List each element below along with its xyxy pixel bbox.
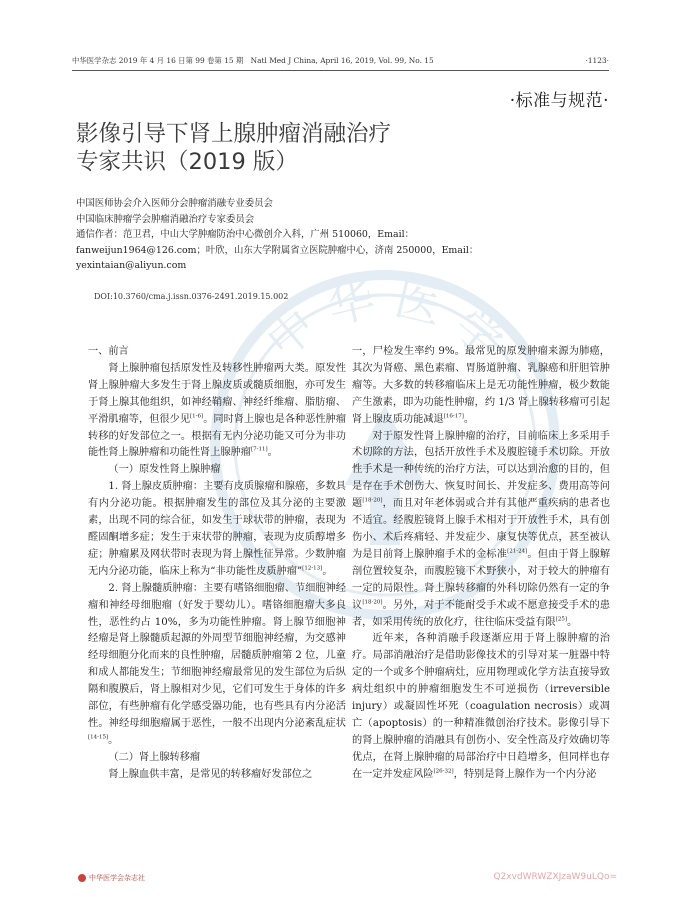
author-line: 中国临床肿瘤学会肿瘤消融治疗专家委员会 — [76, 213, 255, 225]
citation-ref: [18-20] — [362, 599, 383, 606]
paragraph-text: 。 — [267, 447, 278, 459]
paragraph — [88, 581, 346, 750]
paragraph-text: 一，尸检发生率约 9%。最常见的原发肿瘤来源为肺癌，其次为肾癌、黑色素瘤、胃肠道肿瘤、乳腺癌和肝胆管肿瘤等。大多数的转移瘤临床上是无功能性肿瘤，极少数能产生激素，即为功能性肿瘤，约 1/3 肾上腺转移瘤可引起肾上腺皮质功能减退 — [352, 346, 610, 425]
journal-citation: 中华医学杂志 2019 年 4 月 16 日第 99 卷第 15 期 Natl Med J China, April 16, 2019, Vol. 99, No. 15 — [72, 56, 434, 65]
author-line: 通信作者：范卫君，中山大学肿瘤防治中心微创介入科，广州 510060，Email： — [76, 229, 414, 241]
title-line-2: 专家共识（2019 版） — [76, 149, 298, 175]
paragraph-text: 肾上腺血供丰富，是常见的转移瘤好发部位之 — [108, 768, 313, 780]
doi: DOI:10.3760/cma.j.issn.0376-2491.2019.15.002 — [94, 292, 289, 301]
paragraph-text: 。 — [108, 734, 119, 746]
title-line-1: 影像引导下肾上腺肿瘤消融治疗 — [76, 121, 392, 147]
logo-mark-icon — [78, 874, 86, 882]
paragraph — [352, 344, 610, 429]
author-line: 中国医师协会介入医师分会肿瘤消融专业委员会 — [76, 198, 273, 209]
article-title — [76, 120, 496, 176]
section-heading — [88, 462, 346, 479]
author-line: fanweijun1964@126.com；叶欣，山东大学附属省立医院肿瘤中心，济南 250000，Email： — [76, 244, 479, 256]
paragraph-text: 一、前言 — [88, 346, 129, 357]
paragraph-text: 。 — [463, 413, 475, 425]
section-heading — [88, 750, 346, 767]
paragraph-text: 。但由于肾上腺解剖位置较复杂，而腹腔镜下术野狭小，对于较大的肿瘤有一定的局限性。肾上腺转移瘤的外科切除仍然有一定的争议 — [352, 548, 611, 611]
paragraph-text: 肾上腺肿瘤包括原发性及转移性肿瘤两大类。原发性肾上腺肿瘤大多发生于肾上腺皮质或髓质细胞，亦可发生于肾上腺其他组织，如神经鞘瘤、神经纤维瘤、脂肪瘤、平滑肌瘤等，但很少见 — [88, 362, 346, 425]
citation-ref: [12-13] — [302, 565, 323, 572]
paragraph — [352, 631, 610, 783]
paragraph-text: 。同时肾上腺也是各种恶性肿瘤转移的好发部位之一。根据有无内分泌功能又可分为非功能性肾上腺肿瘤和功能性肾上腺肿瘤 — [88, 413, 347, 459]
citation-ref: [21-24] — [507, 548, 528, 555]
citation-ref: [7-11] — [251, 447, 268, 454]
paragraph — [88, 344, 346, 361]
section-tag: ·标准与规范· — [509, 91, 609, 111]
watermark-text: 中 华 医 学 — [255, 271, 515, 369]
paragraph-text: 1. 肾上腺皮质肿瘤：主要有皮质腺瘤和腺癌，多数具有内分泌功能。根据肿瘤发生的部位及其分泌的主要激素，出现不同的综合征，如发生于球状带的肿瘤，表现为醛固酮增多症；发生于束状带的肿瘤，表现为皮质醇增多症；肿瘤累及网状带时表现为肾上腺性征异常。少数肿瘤无内分泌功能，临床上称为“非功能性皮质肿瘤” — [88, 481, 346, 577]
paragraph-text: 近年来，各种消融手段逐渐应用于肾上腺肿瘤的治疗。局部消融治疗是借助影像技术的引导对某一脏器中特定的一个或多个肿瘤病灶，应用物理或化学方法直接导致病灶组织中的肿瘤细胞发生不可逆损伤（irreversible injury）或凝固性坏死（coagulation necrosis）或凋亡（apoptosis）的一种精准微创治疗技术。影像引导下的肾上腺肿瘤的消融具有创伤小、安全性高及疗效确切等优点，在肾上腺肿瘤的局部治疗中日趋增多，但同样也存在一定并发症风险 — [352, 633, 610, 780]
citation-ref: [16-17] — [443, 413, 464, 420]
citation-ref: [26-32] — [433, 768, 454, 775]
paragraph-text: （二）肾上腺转移瘤 — [108, 751, 201, 763]
paragraph-text: 2. 肾上腺髓质肿瘤：主要有嗜铬细胞瘤、节细胞神经瘤和神经母细胞瘤（好发于婴幼儿）。嗜铬细胞瘤大多良性，恶性约占 10%，多为功能性肿瘤。肾上腺节细胞神经瘤是肾上腺髓质起源的外周型节细胞神经瘤，为交感神经母细胞分化而来的良性肿瘤，居髓质肿瘤第 2 位，儿童和成人都能发生；节细胞神经瘤最常见的发生部位为后纵隔和腹膜后，肾上腺相对少见，它们可发生于身体的许多部位，有些肿瘤有化学感受器功能，也有些具有内分泌活性。神经母细胞瘤属于恶性，一般不出现内分泌紊乱症状 — [88, 582, 346, 729]
footer-code: Q2xvdWRWZXJzaW9uLQo= — [493, 872, 617, 882]
paragraph-text: 对于原发性肾上腺肿瘤的治疗，目前临床上多采用手术切除的方法，包括开放性手术及腹腔镜手术切除。开放性手术是一种传统的治疗方法，可以达到治愈的目的，但是存在手术创伤大、恢复时间长、并发症多、费用高等问题 — [352, 430, 610, 510]
paragraph-text: ，而且对年老体弱或合并有其他严重疾病的患者也不适宜。经腹腔镜肾上腺手术相对于开放性手术，具有创伤小、术后疼痛轻、并发症少、康复快等优点，甚至被认为是目前肾上腺肿瘤手术的金标准 — [352, 498, 611, 560]
body-column-left — [88, 344, 346, 784]
paragraph — [352, 429, 610, 632]
paragraph — [88, 479, 346, 580]
paragraph-text: 。 — [322, 565, 333, 577]
paragraph — [88, 361, 346, 462]
paragraph — [88, 767, 346, 784]
publisher-name: 中华医学会杂志社 — [89, 874, 145, 882]
paragraph-text: （一）原发性肾上腺肿瘤 — [108, 464, 221, 476]
citation-ref: [14-15] — [88, 734, 109, 741]
body-column-right — [352, 344, 610, 784]
author-line: yexintaian@aliyun.com — [76, 260, 187, 272]
citation-ref: [25] — [555, 616, 568, 623]
publisher-logo — [78, 873, 145, 883]
paragraph-text: 。另外，对于不能耐受手术或不愿意接受手术的患者，如采用传统的放化疗，往往临床受益有限 — [352, 599, 611, 628]
paragraph-text: 。 — [567, 616, 578, 628]
page-number: ·1123· — [585, 56, 609, 65]
citation-ref: [18-20] — [362, 497, 383, 504]
paragraph-text: ，特别是肾上腺作为一个内分泌 — [453, 768, 597, 780]
citation-ref: [1-6] — [190, 413, 204, 420]
header-divider — [72, 70, 609, 71]
